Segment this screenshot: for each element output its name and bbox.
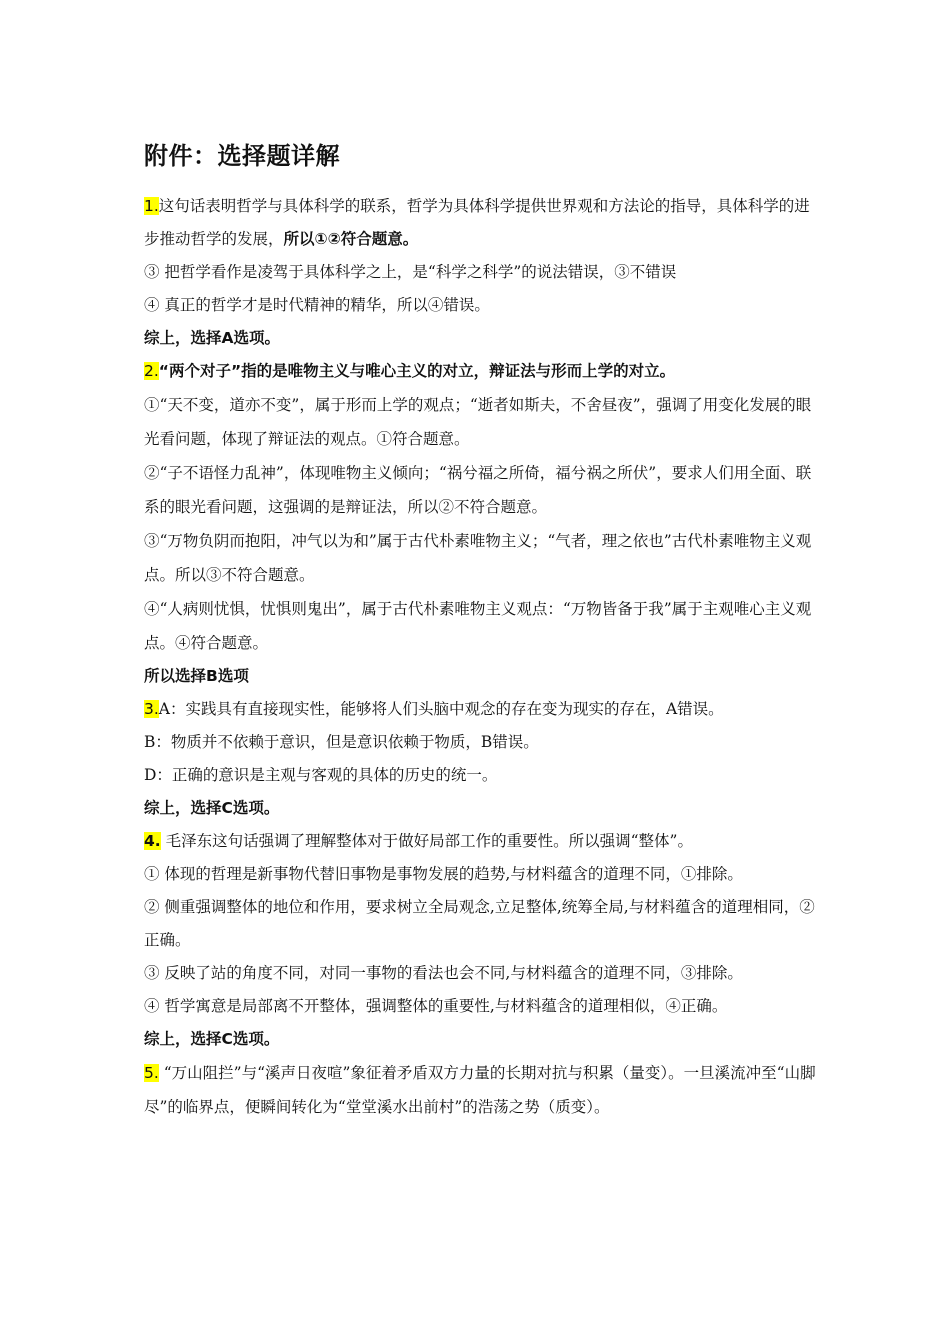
q2-line-3: ②“子不语怪力乱神”，体现唯物主义倾向；“祸兮福之所倚，福兮祸之所伏”，要求人们用全面、联系的眼光看问题，这强调的是辩证法，所以②不符合题意。 xyxy=(144,464,812,516)
q2-number: 2. xyxy=(144,362,159,380)
q3-summary: 综上，选择C选项。 xyxy=(144,799,280,817)
q4-explanation xyxy=(144,825,816,858)
q4-line-4: ③ 反映了站的角度不同，对同一事物的看法也会不同,与材料蕴含的道理不同，③排除。 xyxy=(144,964,743,982)
q2-summary: 所以选择B选项 xyxy=(144,667,249,685)
q4-line-3: ② 侧重强调整体的地位和作用，要求树立全局观念,立足整体,统筹全局,与材料蕴含的道理相同，②正确。 xyxy=(144,898,815,949)
document-body xyxy=(144,190,816,1124)
q1-line-3: ④ 真正的哲学才是时代精神的精华，所以④错误。 xyxy=(144,296,490,314)
q1-line-2: ③ 把哲学看作是凌驾于具体科学之上，是“科学之科学”的说法错误，③不错误 xyxy=(144,263,677,281)
q1-summary: 综上，选择A选项。 xyxy=(144,329,280,347)
q4-number: 4. xyxy=(144,832,161,850)
q1-explanation xyxy=(144,190,816,256)
q5-line-1: “万山阻拦”与“溪声日夜喧”象征着矛盾双方力量的长期对抗与积累（量变）。一旦溪流冲至“山脚尽”的临界点，便瞬间转化为“堂堂溪水出前村”的浩荡之势（质变）。 xyxy=(144,1064,816,1116)
q3-number: 3. xyxy=(144,700,159,718)
q1-number: 1. xyxy=(144,197,159,215)
q2-line-5: ④“人病则忧惧，忧惧则鬼出”，属于古代朴素唯物主义观点：“万物皆备于我”属于主观唯心主义观点。④符合题意。 xyxy=(144,600,812,652)
q5-explanation xyxy=(144,1056,816,1124)
q5-number: 5. xyxy=(144,1064,159,1082)
q3-line-1: A：实践具有直接现实性，能够将人们头脑中观念的存在变为现实的存在，A错误。 xyxy=(158,700,724,718)
q2-explanation xyxy=(144,355,816,388)
q4-line-1: 毛泽东这句话强调了理解整体对于做好局部工作的重要性。所以强调“整体”。 xyxy=(160,832,693,850)
q2-line-2: ①“天不变，道亦不变”，属于形而上学的观点；“逝者如斯夫，不舍昼夜”，强调了用变化发展的眼光看问题，体现了辩证法的观点。①符合题意。 xyxy=(144,396,812,448)
q4-line-2: ① 体现的哲理是新事物代替旧事物是事物发展的趋势,与材料蕴含的道理不同，①排除。 xyxy=(144,865,743,883)
q2-line-4: ③“万物负阴而抱阳，冲气以为和”属于古代朴素唯物主义；“气者，理之依也”古代朴素唯物主义观点。所以③不符合题意。 xyxy=(144,532,812,584)
q1-line-1: 这句话表明哲学与具体科学的联系，哲学为具体科学提供世界观和方法论的指导，具体科学的进步推动哲学的发展， xyxy=(144,197,810,248)
q4-line-5: ④ 哲学寓意是局部离不开整体，强调整体的重要性,与材料蕴含的道理相似，④正确。 xyxy=(144,997,728,1015)
q3-line-2: B：物质并不依赖于意识，但是意识依赖于物质，B错误。 xyxy=(144,733,539,751)
q1-line-1-bold: 所以①②符合题意。 xyxy=(283,230,419,248)
q2-line-1-bold: “两个对子”指的是唯物主义与唯心主义的对立，辩证法与形而上学的对立。 xyxy=(158,362,676,380)
page-title: 附件：选择题详解 xyxy=(144,142,340,170)
q4-summary: 综上，选择C选项。 xyxy=(144,1030,280,1048)
q3-line-3: D：正确的意识是主观与客观的具体的历史的统一。 xyxy=(144,766,498,784)
q3-explanation xyxy=(144,693,816,726)
